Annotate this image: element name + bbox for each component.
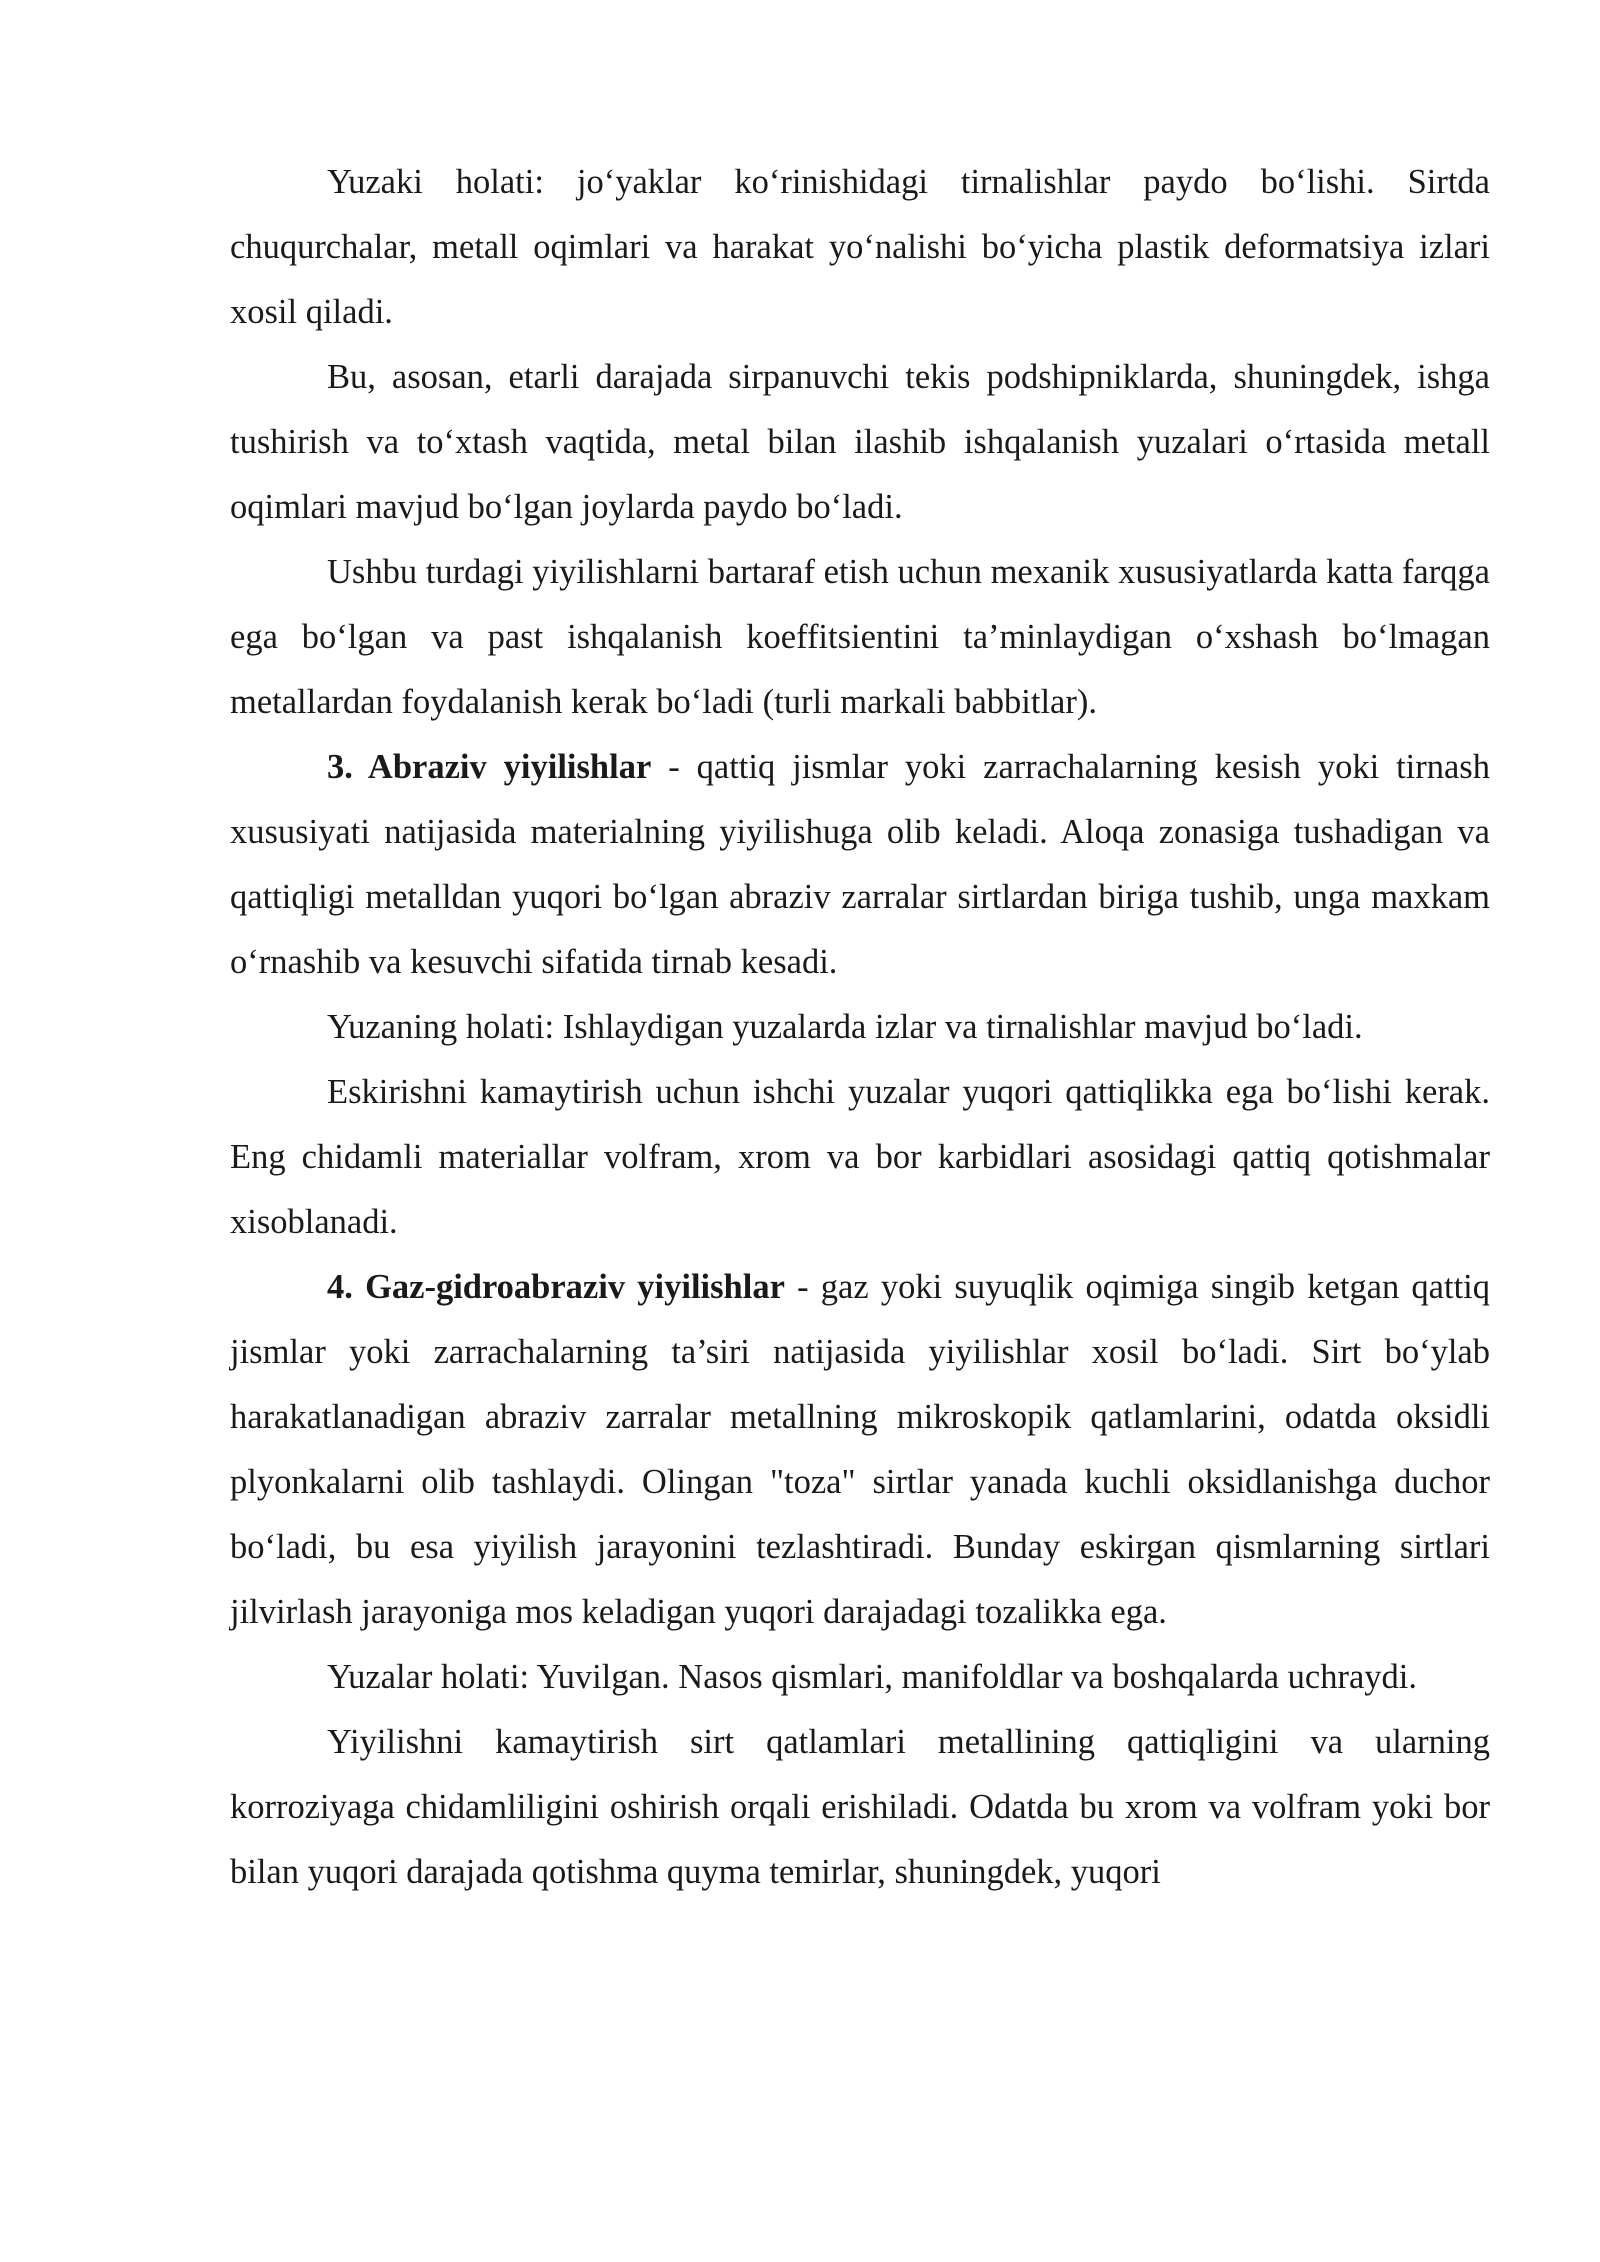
paragraph-occurrence <box>230 345 1490 540</box>
paragraph-text: Yiyilishni kamaytirish sirt qatlamlari metallining qattiqligini va ularning korroziyaga chidamliligini oshirish orqali erishiladi. Odatda bu xrom va volfram yoki bor bilan yuqori darajada qotishma quyma temirlar, shuningdek, yuqori <box>230 1723 1490 1891</box>
paragraph-text: Ushbu turdagi yiyilishlarni bartaraf etish uchun mexanik xususiyatlarda katta farqga ega bo‘lgan va past ishqalanish koeffitsientini ta’minlaydigan o‘xshash bo‘lmagan metallardan foydalanish kerak bo‘ladi (turli markali babbitlar). <box>230 553 1490 721</box>
paragraph-washed-surface <box>230 1645 1490 1710</box>
paragraph-text: - qattiq jismlar yoki zarrachalarning kesish yoki tirnash xususiyati natijasida materialning yiyilishuga olib keladi. Aloqa zonasiga tushadigan va qattiqligi metalldan yuqori bo‘lgan abraziv zarralar sirtlardan biriga tushib, unga maxkam o‘rnashib va kesuvchi sifatida tirnab kesadi. <box>230 748 1490 981</box>
paragraph-text: Eskirishni kamaytirish uchun ishchi yuzalar yuqori qattiqlikka ega bo‘lishi kerak. Eng chidamli materiallar volfram, xrom va bor karbidlari asosidagi qattiq qotishmalar xisoblanadi. <box>230 1073 1490 1241</box>
paragraph-text: - gaz yoki suyuqlik oqimiga singib ketgan qattiq jismlar yoki zarrachalarning ta’siri natijasida yiyilishlar xosil bo‘ladi. Sirt bo‘ylab harakatlanadigan abraziv zarralar metallning mikroskopik qatlamlarini, odatda oksidli plyonkalarni olib tashlaydi. Olingan "toza" sirtlar yanada kuchli oksidlanishga duchor bo‘ladi, bu esa yiyilish jarayonini tezlashtiradi. Bunday eskirgan qismlarning sirtlari jilvirlash jarayoniga mos keladigan yuqori darajadagi tozalikka ega. <box>230 1268 1490 1631</box>
paragraph-abrasive-wear <box>230 735 1490 995</box>
paragraph-prevention <box>230 540 1490 735</box>
paragraph-abrasive-surface <box>230 995 1490 1060</box>
paragraph-wear-reduction <box>230 1710 1490 1905</box>
paragraph-text: Yuzaning holati: Ishlaydigan yuzalarda izlar va tirnalishlar mavjud bo‘ladi. <box>327 1008 1363 1046</box>
paragraph-text: Bu, asosan, etarli darajada sirpanuvchi tekis podshipniklarda, shuningdek, ishga tushirish va to‘xtash vaqtida, metal bilan ilashib ishqalanish yuzalari o‘rtasida metall oqimlari mavjud bo‘lgan joylarda paydo bo‘ladi. <box>230 358 1490 526</box>
paragraph-abrasive-reduction <box>230 1060 1490 1255</box>
paragraph-gas-hydroabrasive-wear <box>230 1255 1490 1645</box>
paragraph-text: Yuzalar holati: Yuvilgan. Nasos qismlari, manifoldlar va boshqalarda uchraydi. <box>327 1658 1417 1696</box>
paragraph-text: Yuzaki holati: jo‘yaklar ko‘rinishidagi tirnalishlar paydo bo‘lishi. Sirtda chuqurchalar, metall oqimlari va harakat yo‘nalishi bo‘yicha plastik deformatsiya izlari xosil qiladi. <box>230 163 1490 331</box>
document-page <box>230 150 1490 1905</box>
section-heading-gas-hydroabrasive: 4. Gaz-gidroabraziv yiyilishlar <box>327 1268 785 1306</box>
paragraph-surface-condition <box>230 150 1490 345</box>
section-heading-abrasive: 3. Abraziv yiyilishlar <box>327 748 652 786</box>
